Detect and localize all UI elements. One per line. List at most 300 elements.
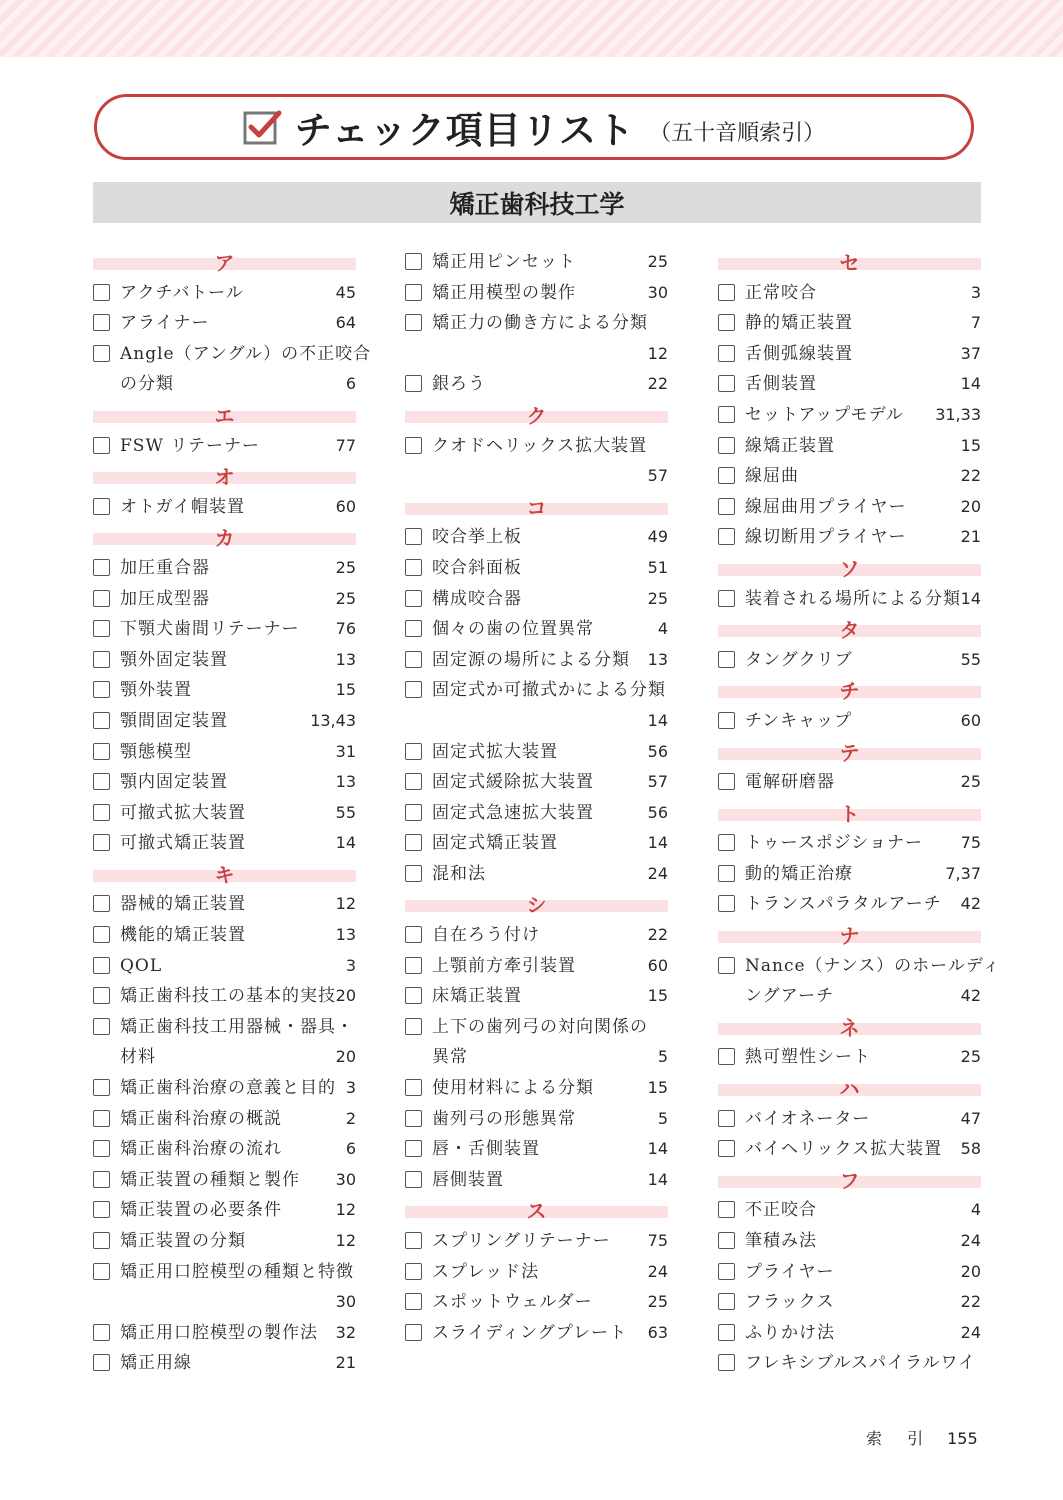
index-entry — [405, 951, 668, 982]
index-entry — [405, 859, 668, 890]
entry-page-number: 3 — [345, 1078, 356, 1098]
entry-label: 固定式か可撤式かによる分類 — [432, 680, 666, 701]
entry-checkbox[interactable] — [405, 1324, 422, 1341]
kana-letter: エ — [214, 403, 235, 428]
index-entry — [93, 706, 356, 737]
index-entry — [405, 1257, 668, 1288]
entry-label: 矯正歯科治療の流れ — [120, 1139, 282, 1160]
entry-page-number: 25 — [335, 588, 356, 608]
entry-label: スライディングプレート — [432, 1322, 628, 1343]
entry-checkbox[interactable] — [405, 1018, 422, 1035]
index-entry — [93, 1195, 356, 1226]
kana-letter: ス — [526, 1199, 547, 1224]
index-entry — [405, 767, 668, 798]
index-entry — [718, 1104, 981, 1135]
entry-label: 矯正装置の分類 — [120, 1231, 246, 1251]
entry-label: フラックス — [745, 1292, 835, 1313]
entry-checkbox[interactable] — [405, 284, 422, 301]
entry-checkbox[interactable] — [93, 681, 110, 698]
entry-page-number: 75 — [960, 833, 981, 853]
entry-page-number: 15 — [960, 435, 981, 455]
entry-checkbox[interactable] — [93, 1110, 110, 1127]
index-entry-continuation — [405, 706, 668, 737]
kana-section-header — [93, 400, 356, 431]
entry-checkbox[interactable] — [405, 1293, 422, 1310]
checkmark-icon — [243, 111, 277, 145]
entry-checkbox[interactable] — [718, 467, 735, 484]
index-entry — [718, 1134, 981, 1165]
entry-page-number: 25 — [960, 772, 981, 792]
entry-checkbox[interactable] — [405, 651, 422, 668]
index-entry — [405, 798, 668, 829]
entry-page-number: 7,37 — [945, 863, 981, 883]
index-entry — [718, 1318, 981, 1349]
index-entry — [718, 859, 981, 890]
entry-checkbox[interactable] — [93, 559, 110, 576]
entry-label: 固定式急速拡大装置 — [432, 802, 594, 823]
entry-checkbox[interactable] — [405, 865, 422, 882]
entry-label: 上下の歯列弓の対向関係の — [432, 1016, 648, 1037]
kana-letter: オ — [214, 465, 235, 490]
entry-label: ふりかけ法 — [745, 1322, 835, 1343]
index-entry — [405, 247, 668, 278]
entry-label: 静的矯正装置 — [745, 313, 853, 334]
entry-label: 機能的矯正装置 — [120, 925, 246, 946]
kana-letter: キ — [214, 862, 235, 887]
entry-checkbox[interactable] — [93, 620, 110, 637]
entry-label: 構成咬合器 — [432, 588, 522, 609]
entry-checkbox[interactable] — [405, 375, 422, 392]
entry-checkbox[interactable] — [718, 528, 735, 545]
index-entry — [718, 1287, 981, 1318]
index-entry — [405, 1318, 668, 1349]
entry-page-number: 24 — [960, 1322, 981, 1342]
kana-section-header — [718, 920, 981, 951]
entry-checkbox[interactable] — [718, 1232, 735, 1249]
index-entry-continuation — [93, 369, 356, 400]
kana-section-header — [718, 1165, 981, 1196]
entry-label: 固定源の場所による分類 — [432, 649, 630, 670]
entry-label: アライナー — [120, 313, 210, 334]
entry-label: 固定式矯正装置 — [432, 833, 558, 854]
entry-checkbox[interactable] — [93, 743, 110, 760]
index-entry — [405, 431, 668, 462]
entry-page-number: 55 — [335, 802, 356, 822]
entry-label: タングクリブ — [745, 649, 853, 670]
index-entry — [405, 1287, 668, 1318]
entry-page-number: 37 — [960, 343, 981, 363]
entry-checkbox[interactable] — [718, 1293, 735, 1310]
entry-label: トゥースポジショナー — [745, 833, 923, 854]
entry-label: 加圧成型器 — [120, 588, 210, 609]
entry-page-number: 20 — [960, 1261, 981, 1281]
entry-checkbox[interactable] — [718, 957, 735, 974]
entry-label: 固定式緩除拡大装置 — [432, 772, 594, 793]
entry-checkbox[interactable] — [93, 1018, 110, 1035]
entry-label: 正常咬合 — [745, 282, 817, 303]
page-subtitle: （五十音順索引） — [649, 120, 826, 146]
entry-checkbox[interactable] — [405, 437, 422, 454]
entry-checkbox[interactable] — [718, 314, 735, 331]
entry-checkbox[interactable] — [718, 834, 735, 851]
entry-page-number: 4 — [970, 1200, 981, 1220]
kana-section-header — [93, 461, 356, 492]
entry-page-number: 12 — [335, 894, 356, 914]
index-entry — [718, 278, 981, 309]
index-entry — [93, 584, 356, 615]
entry-checkbox[interactable] — [405, 314, 422, 331]
entry-label: 歯列弓の形態異常 — [432, 1108, 576, 1129]
index-entry — [405, 584, 668, 615]
index-entry — [718, 1257, 981, 1288]
entry-checkbox[interactable] — [405, 559, 422, 576]
entry-checkbox[interactable] — [93, 834, 110, 851]
entry-checkbox[interactable] — [405, 1079, 422, 1096]
entry-page-number: 58 — [960, 1139, 981, 1159]
index-entry-continuation — [405, 339, 668, 370]
entry-label: 矯正用線 — [120, 1353, 192, 1374]
entry-checkbox[interactable] — [718, 284, 735, 301]
index-entry-continuation — [93, 1287, 356, 1318]
entry-checkbox[interactable] — [405, 926, 422, 943]
index-entry — [718, 1042, 981, 1073]
index-entry — [405, 1134, 668, 1165]
entry-checkbox[interactable] — [93, 895, 110, 912]
entry-page-number: 13 — [335, 649, 356, 669]
entry-page-number: 57 — [647, 466, 668, 486]
entry-label: オトガイ帽装置 — [120, 496, 245, 517]
index-entry — [718, 951, 1001, 982]
entry-checkbox[interactable] — [405, 1140, 422, 1157]
index-entry — [405, 369, 668, 400]
index-entry — [93, 1318, 356, 1349]
entry-page-number: 57 — [647, 772, 668, 792]
index-entry — [93, 492, 356, 523]
entry-checkbox[interactable] — [93, 773, 110, 790]
entry-page-number: 22 — [647, 374, 668, 394]
entry-label: 顎態模型 — [120, 741, 192, 762]
entry-checkbox[interactable] — [93, 1171, 110, 1188]
entry-checkbox[interactable] — [405, 590, 422, 607]
entry-page-number: 15 — [335, 680, 356, 700]
entry-page-number: 25 — [647, 1292, 668, 1312]
entry-label: の分類 — [120, 374, 174, 395]
entry-label: セットアップモデル — [745, 404, 904, 425]
index-entry — [718, 400, 981, 431]
entry-label: チンキャップ — [745, 710, 853, 731]
entry-page-number: 25 — [335, 557, 356, 577]
entry-page-number: 30 — [335, 1292, 356, 1312]
entry-checkbox[interactable] — [718, 406, 735, 423]
entry-checkbox[interactable] — [405, 1110, 422, 1127]
entry-page-number: 32 — [335, 1322, 356, 1342]
entry-checkbox[interactable] — [405, 1263, 422, 1280]
entry-checkbox[interactable] — [405, 681, 422, 698]
entry-checkbox[interactable] — [405, 773, 422, 790]
index-entry — [93, 1257, 356, 1288]
kana-section-header — [718, 553, 981, 584]
index-entry-continuation — [405, 461, 668, 492]
entry-checkbox[interactable] — [405, 743, 422, 760]
index-entry — [93, 798, 356, 829]
index-entry — [718, 492, 981, 523]
entry-checkbox[interactable] — [93, 1263, 110, 1280]
entry-label: Angle（アングル）の不正咬合 — [120, 343, 372, 364]
entry-checkbox[interactable] — [93, 498, 110, 515]
entry-label: 矯正用口腔模型の種類と特徴 — [120, 1261, 354, 1282]
entry-checkbox[interactable] — [718, 437, 735, 454]
entry-page-number: 15 — [647, 986, 668, 1006]
kana-section-header — [718, 1012, 981, 1043]
index-entry — [405, 675, 668, 706]
entry-page-number: 56 — [647, 741, 668, 761]
index-entry — [93, 1348, 356, 1379]
kana-section-header — [405, 492, 668, 523]
entry-checkbox[interactable] — [405, 528, 422, 545]
index-entry — [718, 461, 981, 492]
index-entry — [93, 675, 356, 706]
entry-page-number: 5 — [657, 1047, 668, 1067]
entry-checkbox[interactable] — [718, 1140, 735, 1157]
kana-letter: ネ — [839, 1015, 860, 1040]
entry-checkbox[interactable] — [405, 1171, 422, 1188]
entry-label: 動的矯正治療 — [745, 863, 853, 884]
entry-checkbox[interactable] — [93, 987, 110, 1004]
index-entry — [718, 828, 981, 859]
index-entry — [405, 1012, 668, 1043]
entry-checkbox[interactable] — [93, 957, 110, 974]
entry-checkbox[interactable] — [93, 1201, 110, 1218]
index-entry — [93, 951, 356, 982]
kana-section-header — [718, 675, 981, 706]
entry-page-number: 60 — [335, 496, 356, 516]
entry-checkbox[interactable] — [718, 773, 735, 790]
index-entry — [405, 1104, 668, 1135]
entry-label: 矯正歯科技工の基本的実技 — [120, 986, 336, 1007]
kana-section-header — [93, 247, 356, 278]
index-entry — [405, 1165, 668, 1196]
entry-label: 使用材料による分類 — [432, 1078, 594, 1099]
entry-checkbox[interactable] — [405, 1232, 422, 1249]
entry-checkbox[interactable] — [93, 437, 110, 454]
entry-checkbox[interactable] — [93, 590, 110, 607]
page-title: チェック項目リスト — [294, 109, 636, 152]
index-entry — [93, 308, 356, 339]
kana-section-header — [718, 1073, 981, 1104]
index-entry — [718, 1348, 981, 1379]
index-entry — [405, 981, 668, 1012]
entry-checkbox[interactable] — [718, 498, 735, 515]
index-entry-continuation — [718, 981, 981, 1012]
entry-page-number: 31,33 — [935, 404, 981, 424]
entry-label: プライヤー — [745, 1261, 835, 1282]
entry-page-number: 22 — [647, 925, 668, 945]
entry-checkbox[interactable] — [93, 345, 110, 362]
kana-letter: セ — [839, 251, 860, 275]
entry-checkbox[interactable] — [718, 651, 735, 668]
entry-checkbox[interactable] — [405, 620, 422, 637]
entry-page-number: 77 — [335, 435, 356, 455]
section-heading: 矯正歯科技工学 — [93, 182, 981, 223]
kana-section-header — [405, 889, 668, 920]
kana-section-header — [718, 798, 981, 829]
kana-section-header — [405, 400, 668, 431]
entry-checkbox[interactable] — [718, 345, 735, 362]
index-entry-continuation — [405, 1042, 668, 1073]
top-decorative-band — [0, 0, 1063, 57]
entry-checkbox[interactable] — [718, 590, 735, 607]
index-entry — [93, 767, 356, 798]
entry-page-number: 25 — [960, 1047, 981, 1067]
entry-label: トランスパラタルアーチ — [745, 894, 942, 915]
index-column-1 — [93, 247, 372, 1379]
kana-letter: ナ — [839, 924, 860, 949]
index-entry — [405, 828, 668, 859]
entry-page-number: 63 — [647, 1322, 668, 1342]
entry-checkbox[interactable] — [718, 1110, 735, 1127]
entry-label: 顎間固定装置 — [120, 710, 228, 731]
index-entry — [93, 614, 356, 645]
entry-checkbox[interactable] — [93, 926, 110, 943]
entry-checkbox[interactable] — [718, 865, 735, 882]
index-entry — [718, 369, 981, 400]
entry-label: 舌側弧線装置 — [745, 343, 853, 364]
entry-label: 個々の歯の位置異常 — [432, 619, 594, 640]
entry-page-number: 12 — [335, 1231, 356, 1250]
entry-label: クオドヘリックス拡大装置 — [432, 435, 648, 456]
index-entry — [93, 431, 356, 462]
entry-page-number: 55 — [960, 649, 981, 669]
entry-label: 線切断用プライヤー — [745, 527, 907, 548]
entry-label: 混和法 — [432, 863, 486, 884]
entry-checkbox[interactable] — [93, 284, 110, 301]
entry-page-number: 3 — [970, 282, 981, 302]
title-banner — [94, 94, 974, 160]
index-entry — [718, 889, 981, 920]
entry-page-number: 76 — [335, 619, 356, 639]
entry-checkbox[interactable] — [405, 987, 422, 1004]
entry-checkbox[interactable] — [405, 957, 422, 974]
entry-label: FSW リテーナー — [120, 435, 260, 456]
entry-page-number: 13 — [647, 649, 668, 669]
index-entry — [405, 553, 668, 584]
kana-letter: ク — [526, 403, 547, 428]
entry-checkbox[interactable] — [718, 1201, 735, 1218]
entry-page-number: 56 — [647, 802, 668, 822]
entry-page-number: 6 — [345, 1139, 356, 1159]
entry-checkbox[interactable] — [93, 314, 110, 331]
entry-checkbox[interactable] — [93, 804, 110, 821]
entry-checkbox[interactable] — [93, 712, 110, 729]
index-entry — [93, 1134, 356, 1165]
entry-label: 不正咬合 — [745, 1200, 817, 1221]
entry-page-number: 14 — [960, 374, 981, 394]
entry-label: 線屈曲用プライヤー — [745, 496, 907, 517]
entry-page-number: 5 — [657, 1108, 668, 1128]
entry-checkbox[interactable] — [93, 651, 110, 668]
entry-label: 唇・舌側装置 — [432, 1139, 540, 1160]
index-entry — [718, 1226, 981, 1257]
entry-checkbox[interactable] — [718, 712, 735, 729]
entry-label: 矯正装置の種類と製作 — [120, 1169, 300, 1190]
kana-section-header — [93, 859, 356, 890]
entry-checkbox[interactable] — [718, 1324, 735, 1341]
entry-label: 床矯正装置 — [432, 986, 522, 1007]
entry-page-number: 21 — [960, 527, 981, 547]
entry-checkbox[interactable] — [718, 1048, 735, 1065]
entry-checkbox[interactable] — [93, 1324, 110, 1341]
entry-page-number: 64 — [335, 313, 356, 333]
entry-label: 顎内固定装置 — [120, 772, 228, 793]
entry-label: QOL — [120, 955, 163, 976]
entry-checkbox[interactable] — [718, 375, 735, 392]
page-number: 155 — [947, 1429, 978, 1448]
entry-page-number: 45 — [335, 282, 356, 302]
entry-label: 線屈曲 — [745, 466, 799, 487]
entry-page-number: 30 — [335, 1169, 356, 1189]
entry-page-number: 42 — [960, 986, 981, 1006]
entry-label: アクチバトール — [120, 282, 244, 303]
entry-checkbox[interactable] — [718, 895, 735, 912]
entry-label: 銀ろう — [432, 374, 486, 395]
entry-checkbox[interactable] — [405, 253, 422, 270]
entry-label: 下顎犬歯間リテーナー — [120, 619, 300, 640]
entry-checkbox[interactable] — [93, 1354, 110, 1371]
entry-page-number: 21 — [335, 1353, 356, 1373]
entry-checkbox[interactable] — [718, 1263, 735, 1280]
entry-page-number: 47 — [960, 1108, 981, 1128]
index-column-3 — [718, 247, 1001, 1379]
entry-checkbox[interactable] — [718, 1354, 735, 1371]
entry-page-number: 14 — [335, 833, 356, 853]
index-entry — [93, 737, 356, 768]
kana-section-header — [718, 247, 981, 278]
entry-page-number: 60 — [647, 955, 668, 975]
entry-page-number: 75 — [647, 1231, 668, 1250]
entry-checkbox[interactable] — [93, 1140, 110, 1157]
kana-letter: ト — [839, 801, 860, 826]
index-entry — [405, 614, 668, 645]
entry-label: 矯正力の働き方による分類 — [432, 313, 648, 334]
entry-page-number: 14 — [647, 833, 668, 853]
entry-label: スプリングリテーナー — [432, 1231, 611, 1251]
index-entry — [718, 645, 981, 676]
entry-label: 舌側装置 — [745, 374, 817, 395]
entry-page-number: 13,43 — [310, 710, 356, 730]
kana-letter: フ — [839, 1168, 860, 1193]
entry-checkbox[interactable] — [405, 804, 422, 821]
entry-label: バイオネーター — [745, 1108, 871, 1129]
kana-section-header — [93, 522, 356, 553]
entry-label: 顎外固定装置 — [120, 649, 228, 670]
entry-label: 上顎前方牽引装置 — [432, 955, 576, 976]
entry-page-number: 24 — [960, 1231, 981, 1250]
entry-page-number: 51 — [647, 557, 668, 577]
kana-letter: テ — [839, 740, 860, 765]
entry-label: 器械的矯正装置 — [120, 894, 246, 915]
index-entry — [718, 522, 981, 553]
entry-checkbox[interactable] — [93, 1232, 110, 1249]
entry-page-number: 14 — [647, 710, 668, 730]
index-entry — [93, 1073, 356, 1104]
entry-page-number: 30 — [647, 282, 668, 302]
entry-page-number: 6 — [345, 374, 356, 394]
index-entry — [718, 431, 981, 462]
entry-page-number: 14 — [647, 1169, 668, 1189]
entry-checkbox[interactable] — [405, 834, 422, 851]
index-entry — [93, 828, 356, 859]
entry-checkbox[interactable] — [93, 1079, 110, 1096]
